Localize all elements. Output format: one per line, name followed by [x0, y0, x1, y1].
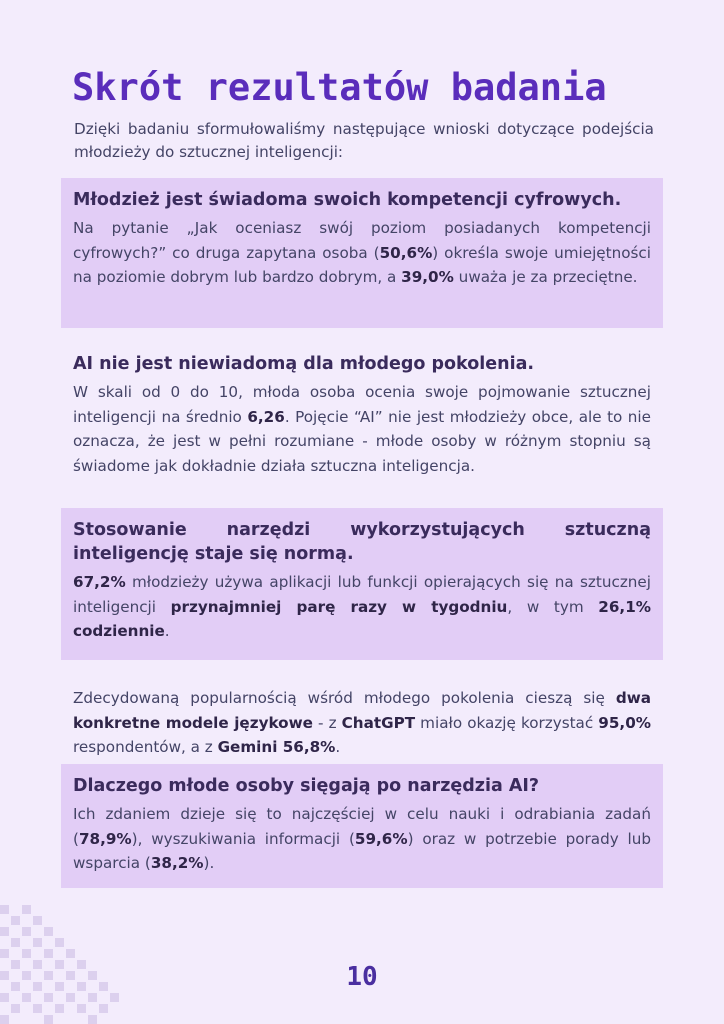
- page-title: Skrót rezultatów badania: [72, 66, 607, 109]
- page-number: 10: [346, 962, 378, 992]
- finding-ai-usage: [61, 508, 663, 660]
- intro-text: Dzięki badaniu sformułowaliśmy następujące wnioski dotyczące podejścia młodzieży do sztucznej inteligencji:: [74, 120, 654, 161]
- finding-body: 67,2% młodzieży używa aplikacji lub funkcji opierających się na sztucznej inteligencji przynajmniej parę razy w tygodniu, w tym 26,1% codziennie.: [73, 573, 651, 640]
- finding-heading: Stosowanie narzędzi wykorzystujących sztuczną inteligencję staje się normą.: [73, 520, 651, 564]
- finding-digital-competence: [61, 178, 663, 328]
- finding-heading: Młodzież jest świadoma swoich kompetencji cyfrowych.: [73, 190, 622, 210]
- finding-body: Zdecydowaną popularnością wśród młodego pokolenia cieszą się dwa konkretne modele językowe - z ChatGPT miało okazję korzystać 95,0% respondentów, a z Gemini 56,8%.: [73, 689, 651, 756]
- finding-body: W skali od 0 do 10, młoda osoba ocenia swoje pojmowanie sztucznej inteligencji na średnio 6,26. Pojęcie “AI” nie jest młodzieży obce, ale to nie oznacza, że jest w pełni rozumiane - młode osoby w różnym stopniu są świadome jak dokładnie działa sztuczna inteligencja.: [73, 383, 651, 475]
- finding-body: Na pytanie „Jak oceniasz swój poziom posiadanych kompetencji cyfrowych?” co druga zapytana osoba (50,6%) określa swoje umiejętności na poziomie dobrym lub bardzo dobrym, a 39,0% uważa je za przeciętne.: [73, 219, 651, 286]
- finding-body: Ich zdaniem dzieje się to najczęściej w celu nauki i odrabiania zadań (78,9%), wyszukiwania informacji (59,6%) oraz w potrzebie porady lub wsparcia (38,2%).: [73, 805, 651, 872]
- finding-ai-understanding: [61, 342, 663, 497]
- finding-heading: AI nie jest niewiadomą dla młodego pokolenia.: [73, 354, 535, 374]
- finding-heading: Dlaczego młode osoby sięgają po narzędzia AI?: [73, 776, 540, 796]
- finding-language-models: [61, 676, 663, 756]
- finding-reasons: [61, 764, 663, 888]
